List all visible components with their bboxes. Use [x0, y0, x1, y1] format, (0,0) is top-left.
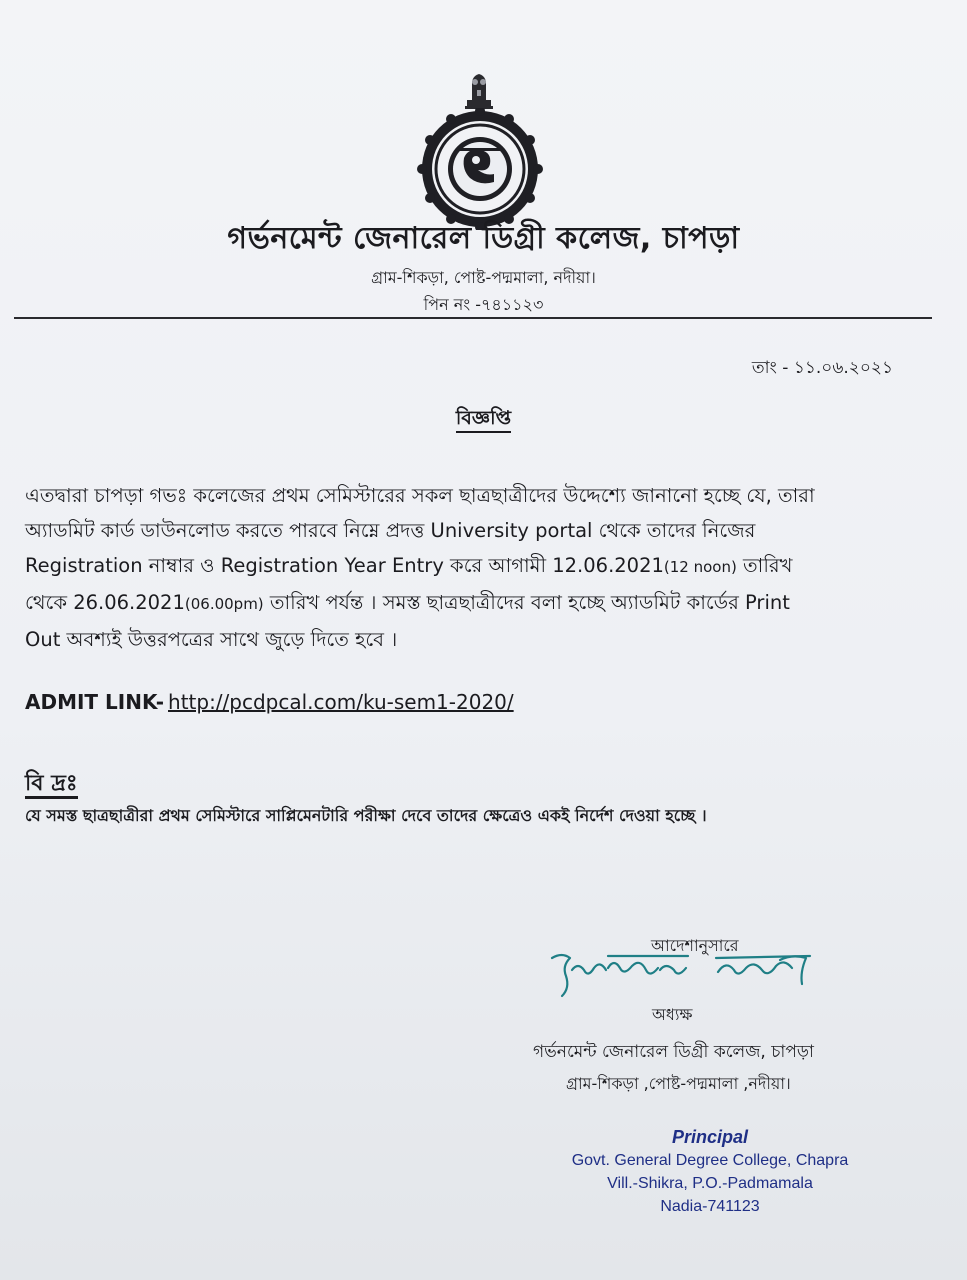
admit-link-url[interactable]: http://pcdpcal.com/ku-sem1-2020/ [168, 690, 514, 714]
stamp-title: Principal [671, 1127, 749, 1147]
body-line-4-time: (06.00pm) [184, 595, 264, 613]
national-emblem-icon [464, 70, 494, 110]
stamp-line-2: Vill.-Shikra, P.O.-Padmamala [607, 1175, 813, 1192]
by-order-text: আদেশানুসারে [651, 936, 739, 955]
signature-college-address: গ্রাম-শিকড়া ,পোষ্ট-পদ্মমালা ,নদীয়া। [566, 1074, 791, 1093]
body-line-5: Out অবশ্যই উত্তরপত্রের সাথে জুড়ে দিতে হবে । [25, 628, 398, 651]
nb-text: যে সমস্ত ছাত্রছাত্রীরা প্রথম সেমিস্টারে সাপ্লিমেনটারি পরীক্ষা দেবে তাদের ক্ষেত্রেও একই নির্দেশ দেওয়া হচ্ছে । [25, 806, 707, 825]
notice-heading-text: বিজ্ঞপ্তি [456, 407, 511, 433]
principal-stamp [560, 1126, 860, 1218]
body-line-4-end: তারিখ পর্যন্ত । সমস্ত ছাত্রছাত্রীদের বলা হচ্ছে অ্যাডমিট কার্ডের Print [263, 591, 790, 614]
college-name-heading: গর্ভনমেন্ট জেনারেল ডিগ্রী কলেজ, চাপড়া [227, 221, 740, 256]
college-seal-icon [416, 108, 544, 230]
nb-label [25, 766, 78, 803]
body-line-4 [25, 585, 930, 622]
college-pin: পিন নং -৭৪১১২৩ [423, 295, 544, 314]
principal-designation: অধ্যক্ষ [652, 1005, 693, 1024]
notice-body [25, 478, 930, 657]
body-line-3-end: তারিখ [736, 554, 793, 577]
admit-link-label: ADMIT LINK- [25, 690, 165, 714]
body-line-3 [25, 548, 930, 585]
admit-link-row [25, 690, 514, 714]
handwritten-signature [548, 948, 818, 1000]
stamp-line-3: Nadia-741123 [660, 1198, 760, 1215]
body-line-1: এতদ্বারা চাপড়া গভঃ কলেজের প্রথম সেমিস্টারের সকল ছাত্রছাত্রীদের উদ্দেশ্যে জানানো হচ্ছে যে, তারা [25, 484, 815, 507]
body-line-4-main: থেকে 26.06.2021 [25, 591, 185, 614]
nb-label-text: বি দ্রঃ [25, 771, 78, 799]
notice-date: তাং - ১১.০৬.২০২১ [751, 358, 893, 378]
body-line-2: অ্যাডমিট কার্ড ডাউনলোড করতে পারবে নিম্নে প্রদত্ত University portal থেকে তাদের নিজের [25, 519, 756, 542]
body-line-3-time: (12 noon) [663, 558, 737, 576]
body-line-3-main: Registration নাম্বার ও Registration Year Entry করে আগামী 12.06.2021 [25, 554, 664, 577]
notice-heading [0, 404, 967, 436]
signature-college-name: গর্ভনমেন্ট জেনারেল ডিগ্রী কলেজ, চাপড়া [533, 1042, 814, 1062]
stamp-line-1: Govt. General Degree College, Chapra [571, 1152, 849, 1169]
college-address: গ্রাম-শিকড়া, পোষ্ট-পদ্মমালা, নদীয়া। [371, 268, 596, 287]
letterhead-divider [14, 317, 932, 319]
